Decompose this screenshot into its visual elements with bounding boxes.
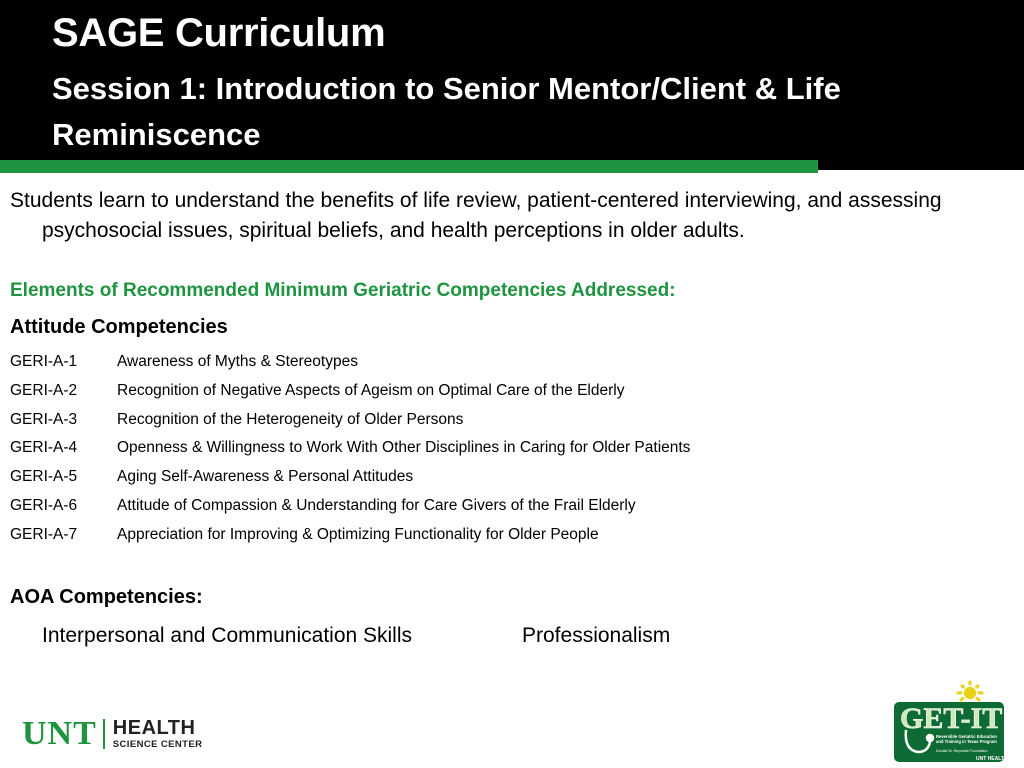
competency-list — [10, 348, 690, 550]
aoa-items — [42, 621, 670, 651]
competency-text: Aging Self-Awareness & Personal Attitudes — [117, 468, 414, 486]
competency-code: GERI-A-7 — [10, 525, 78, 543]
competency-code: GERI-A-2 — [10, 381, 78, 399]
competency-text: Attitude of Compassion & Understanding for Care Givers of the Frail Elderly — [117, 496, 636, 514]
unt-health-line2: SCIENCE CENTER — [112, 739, 203, 751]
title-header — [0, 0, 1024, 170]
aoa-item: Professionalism — [522, 624, 671, 647]
logo-divider — [103, 719, 105, 749]
competency-row — [10, 434, 690, 463]
competency-text: Openness & Willingness to Work With Other Disciplines in Caring for Older Patients — [117, 439, 691, 457]
competency-row — [10, 492, 690, 521]
competency-row — [10, 463, 690, 492]
unt-health-line1: HEALTH — [112, 717, 196, 740]
slide-subtitle: Session 1: Introduction to Senior Mentor/Client & Life Reminiscence — [52, 71, 841, 152]
attitude-heading: Attitude Competencies — [10, 316, 228, 338]
unt-health-wordmark — [113, 718, 203, 750]
get-it-logo — [892, 680, 1018, 764]
elements-heading: Elements of Recommended Minimum Geriatric Competencies Addressed: — [10, 280, 676, 301]
competency-code: GERI-A-5 — [10, 468, 78, 486]
aoa-heading: AOA Competencies: — [10, 586, 203, 608]
get-it-credit: Donald W. Reynolds Foundation — [936, 749, 988, 753]
competency-text: Recognition of Negative Aspects of Ageism on Optimal Care of the Elderly — [117, 381, 625, 399]
competency-row — [10, 377, 690, 406]
competency-text: Awareness of Myths & Stereotypes — [117, 353, 358, 370]
get-it-tagline-2: and Training in Texas Program — [936, 739, 997, 744]
competency-code: GERI-A-1 — [10, 353, 78, 370]
competency-code: GERI-A-6 — [10, 496, 78, 514]
accent-bar — [0, 160, 818, 173]
intro-paragraph: Students learn to understand the benefits of life review, patient-centered interviewing, and assessing psychosocial issues, spiritual beliefs, and health perceptions in older adults. — [10, 189, 942, 242]
sun-icon — [958, 682, 982, 700]
get-it-tagline-1: Reversible Geriatric Education — [936, 734, 997, 739]
slide-title: SAGE Curriculum — [52, 11, 386, 55]
competency-row — [10, 406, 690, 435]
competency-code: GERI-A-4 — [10, 439, 78, 457]
competency-code: GERI-A-3 — [10, 410, 78, 428]
aoa-item: Interpersonal and Communication Skills — [42, 624, 413, 647]
get-it-org: UNT HEALTH — [976, 756, 1008, 762]
get-it-wordmark: GET-IT — [900, 702, 1003, 735]
competency-text: Appreciation for Improving & Optimizing Functionality for Older People — [117, 525, 599, 543]
competency-text: Recognition of the Heterogeneity of Older Persons — [117, 410, 464, 428]
unt-health-logo — [22, 716, 202, 752]
competency-row — [10, 348, 690, 377]
unt-logo-word: UNT — [22, 715, 97, 752]
competency-row — [10, 521, 690, 550]
